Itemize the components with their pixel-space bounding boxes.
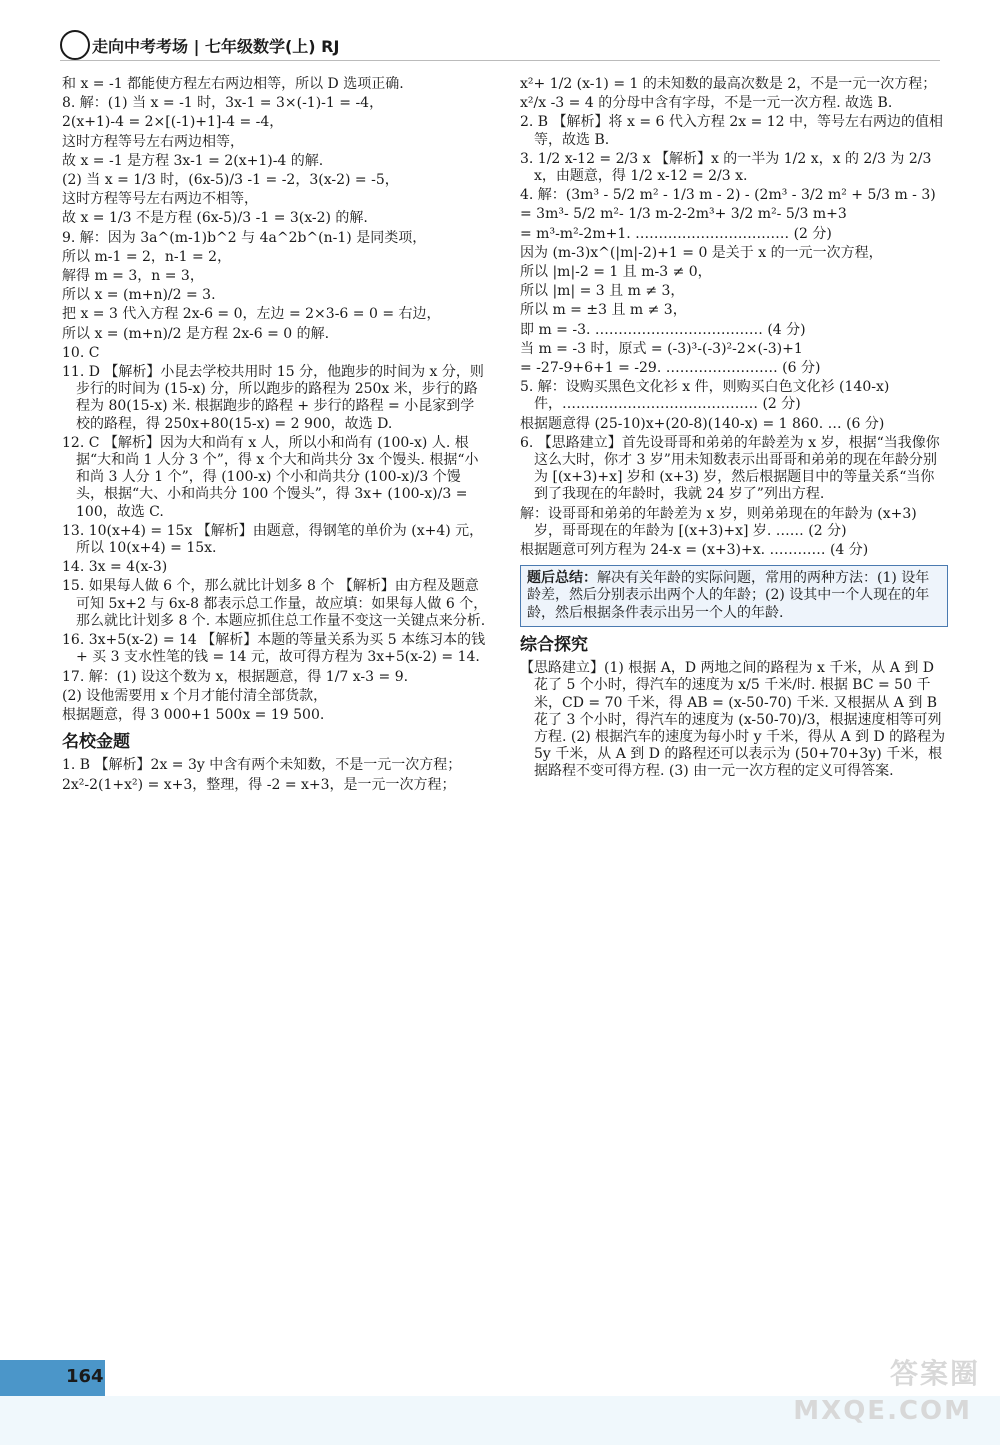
answer-line: = -27-9+6+1 = -29. …………………… (6 分) <box>520 360 821 377</box>
answer-line: 所以 m = ±3 且 m ≠ 3， <box>520 302 687 319</box>
answer-line: 8. 解：(1) 当 x = -1 时，3x-1 = 3×(-1)-1 = -4， <box>62 95 384 112</box>
left-column <box>62 76 488 796</box>
right-answer-list <box>520 76 948 559</box>
answer-line: 解得 m = 3，n = 3， <box>62 268 204 285</box>
answer-line: 3. 1/2 x-12 = 2/3 x 【解析】x 的一半为 1/2 x，x 的 2/3 为 2/3 x，由题意，得 1/2 x-12 = 2/3 x. <box>520 150 936 185</box>
right-column <box>520 76 948 783</box>
answer-line: 这时方程等号左右两边相等， <box>62 133 244 150</box>
summary-body: 解决有关年龄的实际问题，常用的两种方法：(1) 设年龄差，然后分别表示出两个人的年龄；(2) 设其中一个人现在的年龄，然后根据条件表示出另一个人的年龄. <box>527 570 930 621</box>
answer-line: 所以 |m|-2 = 1 且 m-3 ≠ 0， <box>520 264 712 281</box>
answer-line: 根据题意，得 3 000+1 500x = 19 500. <box>62 706 325 723</box>
summary-box <box>520 565 948 627</box>
section-title-mingxiao: 名校金题 <box>62 732 130 753</box>
answer-line: 当 m = -3 时，原式 = (-3)³-(-3)²-2×(-3)+1 <box>520 340 803 357</box>
answer-line: 17. 解：(1) 设这个数为 x，根据题意，得 1/7 x-3 = 9. <box>62 668 409 685</box>
answer-line: 根据题意得 (25-10)x+(20-8)(140-x) = 1 860. … (6 分) <box>520 415 885 432</box>
answer-line: 2. B 【解析】将 x = 6 代入方程 2x = 12 中，等号左右两边的值相等，故选 B. <box>520 114 944 148</box>
answer-line: 所以 m-1 = 2，n-1 = 2， <box>62 248 232 265</box>
answer-line: 这时方程等号左右两边不相等， <box>62 191 258 208</box>
watermark-url: MXQE.COM <box>793 1396 972 1426</box>
answer-line: 解：设哥哥和弟弟的年龄差为 x 岁，则弟弟现在的年龄为 (x+3) 岁，哥哥现在的年龄为 [(x+3)+x] 岁. …… (2 分) <box>520 505 922 539</box>
answer-line: 所以 x = (m+n)/2 = 3. <box>62 287 216 304</box>
answer-line: 2(x+1)-4 = 2×[(-1)+1]-4 = -4， <box>62 114 284 131</box>
answer-line: 14. 3x = 4(x-3) <box>62 559 168 576</box>
page-number: 164 <box>66 1366 104 1387</box>
left-answer-list-b <box>62 757 488 793</box>
answer-line: 11. D 【解析】小昆去学校共用时 15 分，他跑步的时间为 x 分，则步行的时间为 (15-x) 分，所以跑步的路程为 250x 米，步行的路程为 80(15-x) 米. 根据跑步的路程 + 步行的路程 = 小昆家到学校的路程，得 250x+80(15-x) = 2 900，故选 D. <box>62 364 484 432</box>
answer-line: x²/x -3 = 4 的分母中含有字母，不是一元一次方程. 故选 B. <box>520 95 893 112</box>
answer-line: 13. 10(x+4) = 15x 【解析】由题意，得钢笔的单价为 (x+4) 元，所以 10(x+4) = 15x. <box>62 522 484 557</box>
section-title-zonghe: 综合探究 <box>520 634 588 655</box>
answer-line: = m³-m²-2m+1. …………………………… (2 分) <box>520 225 832 242</box>
watermark-logo: 答案圈 <box>889 1357 980 1390</box>
answer-line: 把 x = 3 代入方程 2x-6 = 0，左边 = 2×3-6 = 0 = 右边， <box>62 306 441 323</box>
answer-line: 2x²-2(1+x²) = x+3，整理，得 -2 = x+3，是一元一次方程； <box>62 776 456 793</box>
answer-line: 和 x = -1 都能使方程左右两边相等，所以 D 选项正确. <box>62 76 404 92</box>
left-answer-list <box>62 76 488 724</box>
answer-line: 12. C 【解析】因为大和尚有 x 人，所以小和尚有 (100-x) 人. 根据“大和尚 1 人分 3 个”，得 x 个大和尚共分 3x 个馒头. 根据“小和尚 3 人分 1 个”，得 (100-x) 个小和尚共分 (100-x)/3 个馒头，根据“大、小和尚共分 100 个馒头”，得 3x+ (100-x)/3 = 100，故选 C. <box>62 434 479 520</box>
answer-line: (2) 当 x = 1/3 时，(6x-5)/3 -1 = -2，3(x-2) = -5， <box>62 172 399 189</box>
answer-line: 故 x = -1 是方程 3x-1 = 2(x+1)-4 的解. <box>62 152 324 169</box>
page-header <box>0 0 1000 64</box>
answer-line: 15. 如果每人做 6 个，那么就比计划多 8 个 【解析】由方程及题意可知 5x+2 与 6x-8 都表示总工作量，故应填：如果每人做 6 个，那么就比计划多 8 个. 本题应抓住总工作量不变这一关键点来分析. <box>62 578 488 629</box>
answer-line: 根据题意可列方程为 24-x = (x+3)+x. ………… (4 分) <box>520 542 869 559</box>
answer-line: 所以 x = (m+n)/2 是方程 2x-6 = 0 的解. <box>62 325 330 342</box>
summary-head: 题后总结： <box>527 570 597 587</box>
answer-line: x²+ 1/2 (x-1) = 1 的未知数的最高次数是 2，不是一元一次方程； <box>520 76 937 92</box>
answer-line: 9. 解：因为 3a^(m-1)b^2 与 4a^2b^(n-1) 是同类项， <box>62 229 427 246</box>
header-rule <box>60 60 940 61</box>
answer-line: 即 m = -3. ……………………………… (4 分) <box>520 321 806 338</box>
answer-line: 10. C <box>62 344 100 361</box>
header-title: 走向中考考场 | 七年级数学(上) RJ <box>92 37 340 56</box>
answer-line: 所以 |m| = 3 且 m ≠ 3， <box>520 283 685 300</box>
answer-line: 6. 【思路建立】首先设哥哥和弟弟的年龄差为 x 岁，根据“当我像你这么大时，你才 3 岁”用未知数表示出哥哥和弟弟的现在年龄分别为 [(x+3)+x] 岁和 (x+3) 岁，然后根据题目中的等量关系“当你到了我现在的年龄时，我就 24 岁了”列出方程. <box>520 434 940 503</box>
right-answer-list-b <box>520 660 948 780</box>
answer-line: 1. B 【解析】2x = 3y 中含有两个未知数，不是一元一次方程； <box>62 757 462 774</box>
answer-line: 5. 解：设购买黑色文化衫 x 件，则购买白色文化衫 (140-x) 件，…………………………………… (2 分) <box>520 379 894 413</box>
answer-line: 【思路建立】(1) 根据 A，D 两地之间的路程为 x 千米，从 A 到 D 花了 5 个小时，得汽车的速度为 x/5 千米/时. 根据 BC = 50 千米，CD = 70 千米，得 AB = (x-50-70) 千米. 又根据从 A 到 B 花了 3 个小时，得汽车的速度为 (x-50-70)/3，根据速度相等可列方程. (2) 根据汽车的速度为每小时 y 千米，得从 A 到 D 的路程为 5y 千米，从 A 到 D 的路程还可以表示为 (50+70+3y) 千米，根据路程不变可得方程. (3) 由一元一次方程的定义可得答案. <box>520 660 950 780</box>
answer-line: (2) 设他需要用 x 个月才能付清全部货款， <box>62 687 328 704</box>
answer-line: = 3m³- 5/2 m²- 1/3 m-2-2m³+ 3/2 m²- 5/3 m+3 <box>520 206 847 223</box>
page-number-tab <box>0 1360 105 1396</box>
answer-line: 因为 (m-3)x^(|m|-2)+1 = 0 是关于 x 的一元一次方程， <box>520 244 883 261</box>
answer-line: 16. 3x+5(x-2) = 14 【解析】本题的等量关系为买 5 本练习本的钱 + 买 3 支水性笔的钱 = 14 元，故可得方程为 3x+5(x-2) = 14. <box>62 632 490 666</box>
brand-logo-icon <box>60 30 90 60</box>
answer-line: 4. 解：(3m³ - 5/2 m² - 1/3 m - 2) - (2m³ - 3/2 m² + 5/3 m - 3) <box>520 187 936 204</box>
answer-line: 故 x = 1/3 不是方程 (6x-5)/3 -1 = 3(x-2) 的解. <box>62 210 368 227</box>
